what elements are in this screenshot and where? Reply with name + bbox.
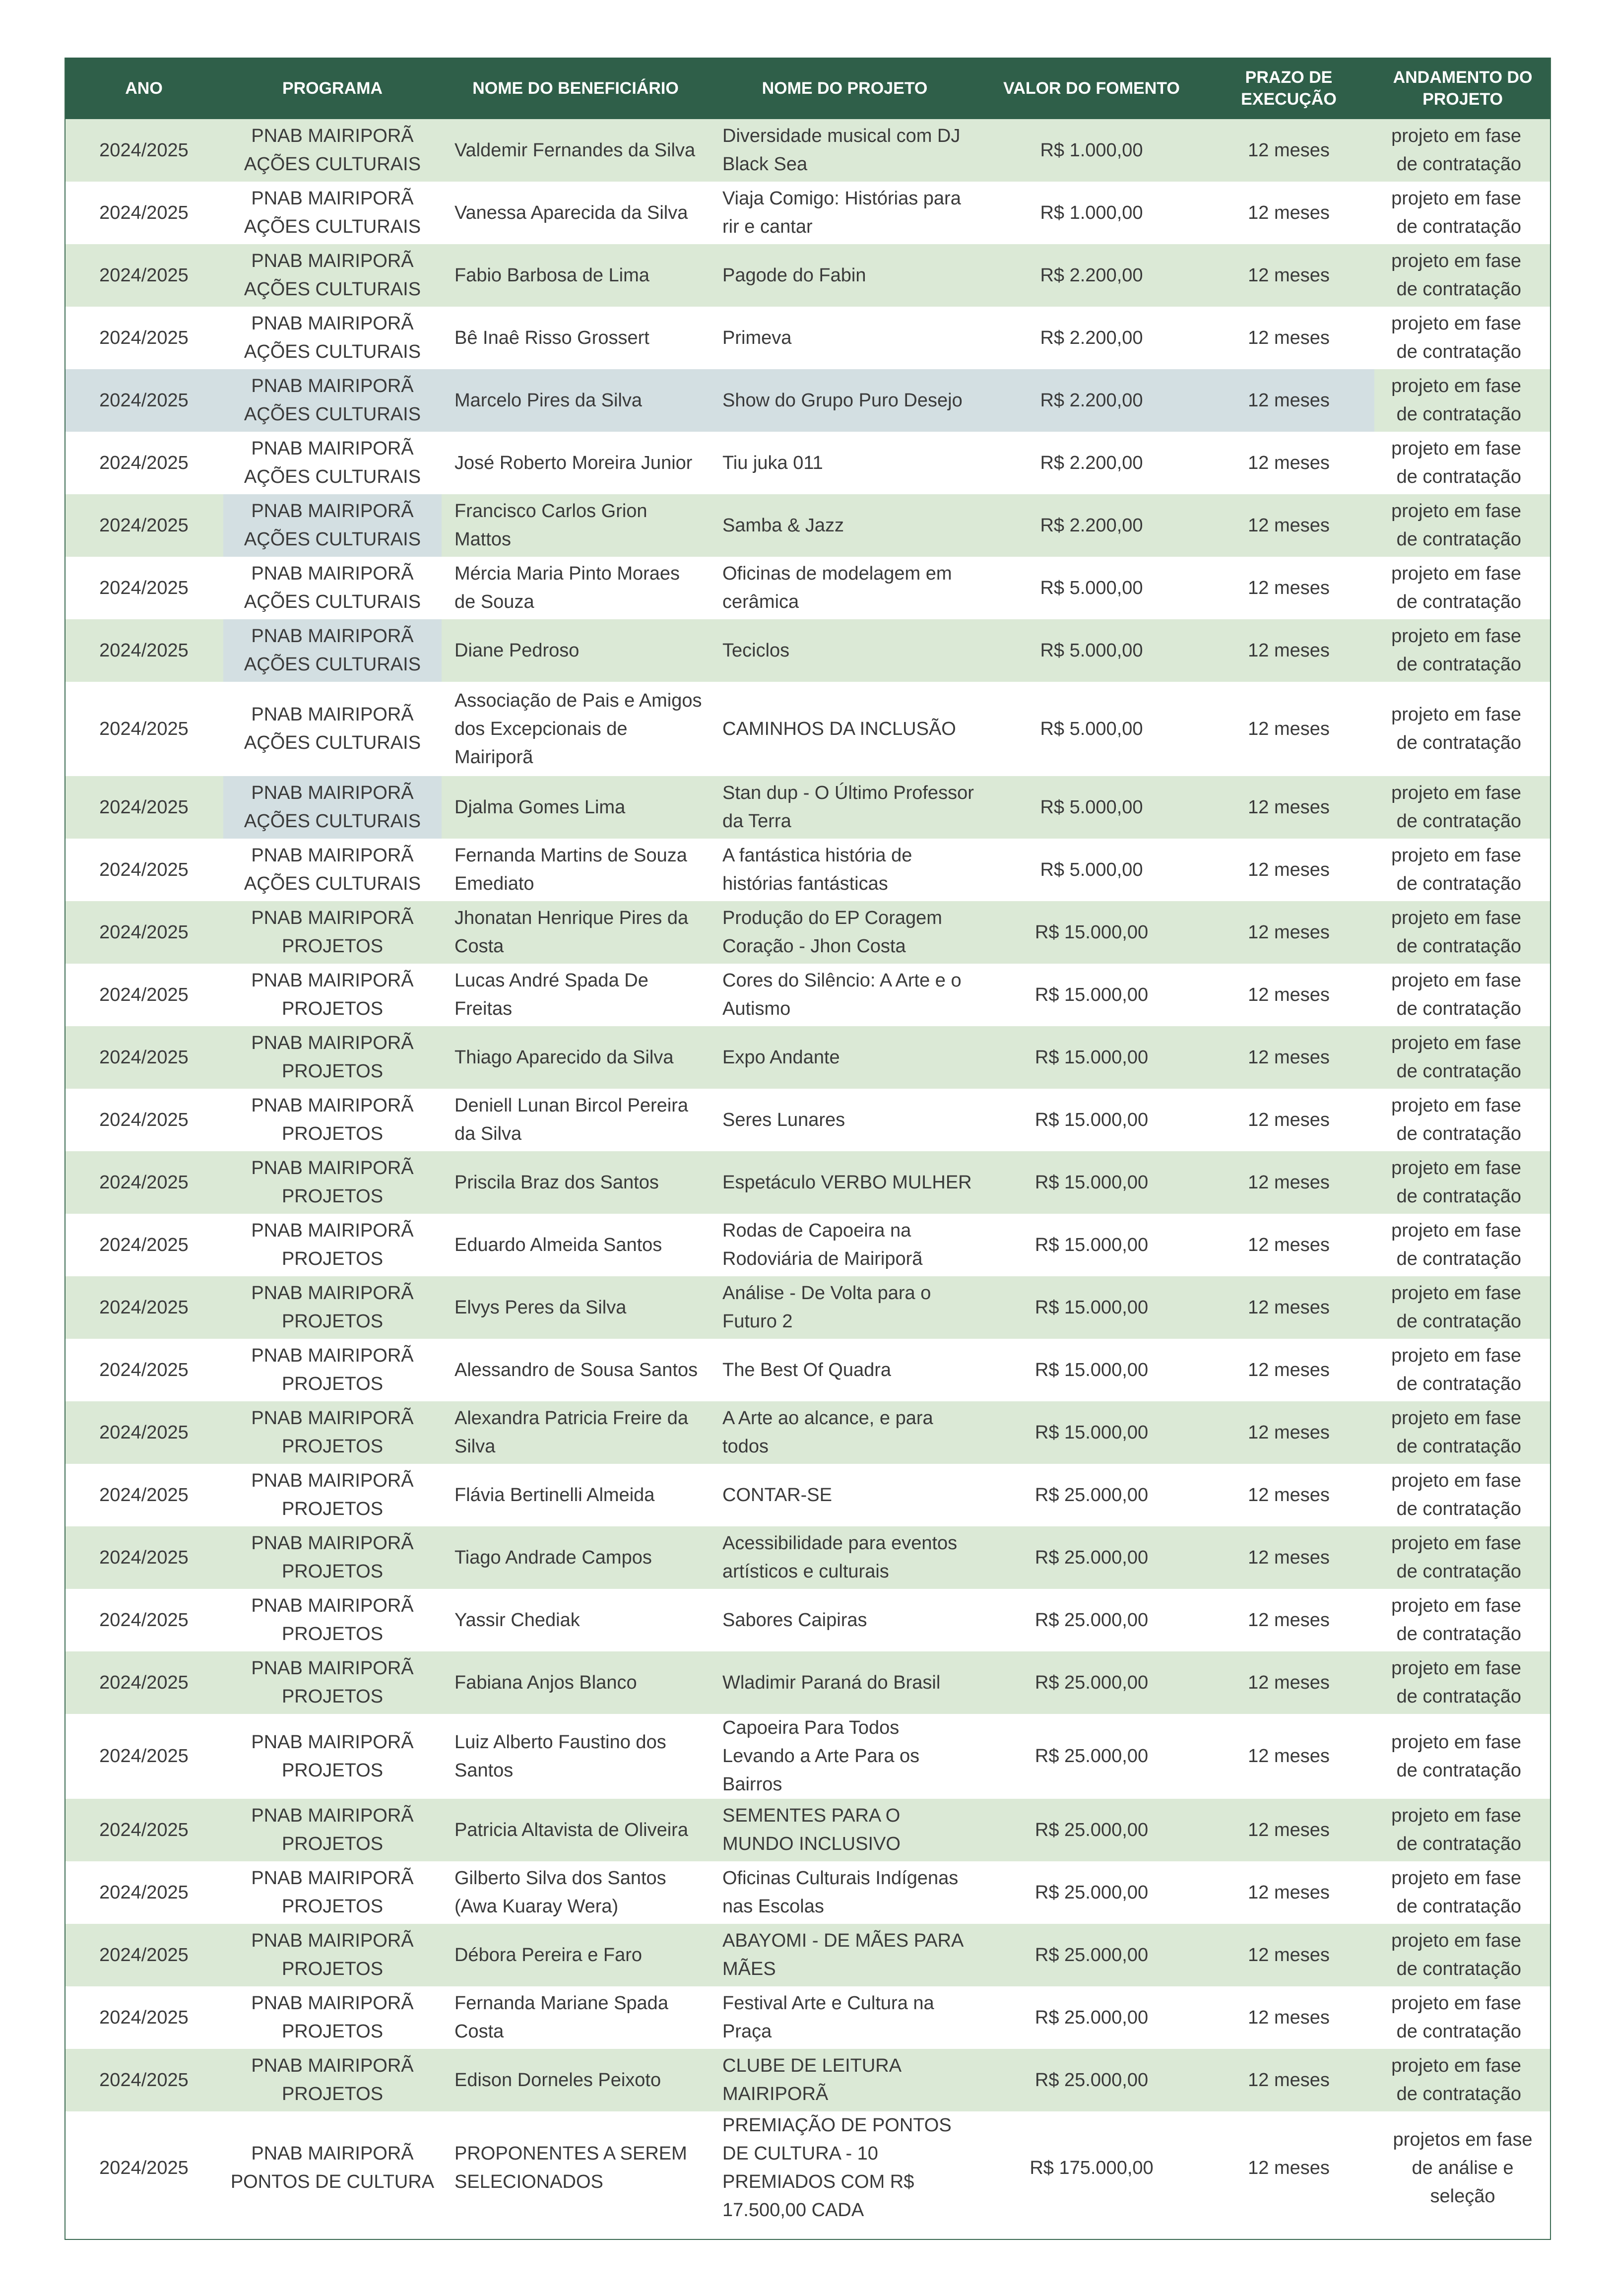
cell-valor: R$ 15.000,00 (980, 1089, 1203, 1151)
cell-valor: R$ 25.000,00 (980, 1526, 1203, 1589)
cell-projeto: Produção do EP Coragem Coração - Jhon Costa (710, 901, 980, 964)
cell-andamento: projeto em fase de contratação (1374, 1526, 1551, 1589)
table-row (65, 1986, 1551, 2049)
cell-andamento: projeto em fase de contratação (1374, 901, 1551, 964)
table-row (65, 964, 1551, 1026)
cell-programa: PNAB MAIRIPORÃ PONTOS DE CULTURA (223, 2111, 442, 2225)
cell-valor: R$ 25.000,00 (980, 1799, 1203, 1861)
cell-beneficiario: Fabio Barbosa de Lima (442, 244, 710, 307)
cell-beneficiario: Marcelo Pires da Silva (442, 369, 710, 432)
cell-valor: R$ 175.000,00 (980, 2111, 1203, 2225)
cell-projeto: Sabores Caipiras (710, 1589, 980, 1651)
cell-projeto: Expo Andante (710, 1026, 980, 1089)
table-row (65, 182, 1551, 244)
table-row (65, 1714, 1551, 1799)
cell-beneficiario: Francisco Carlos Grion Mattos (442, 494, 710, 557)
header-prazo: PRAZO DE EXECUÇÃO (1203, 58, 1374, 119)
cell-beneficiario: Fernanda Martins de Souza Emediato (442, 839, 710, 901)
cell-projeto: Oficinas Culturais Indígenas nas Escolas (710, 1861, 980, 1924)
cell-beneficiario: Valdemir Fernandes da Silva (442, 119, 710, 182)
table-row (65, 307, 1551, 369)
table-row (65, 1089, 1551, 1151)
cell-projeto: Wladimir Paraná do Brasil (710, 1651, 980, 1714)
cell-valor: R$ 25.000,00 (980, 1464, 1203, 1526)
cell-programa: PNAB MAIRIPORÃ AÇÕES CULTURAIS (223, 619, 442, 682)
cell-projeto: Viaja Comigo: Histórias para rir e cantar (710, 182, 980, 244)
table-row (65, 839, 1551, 901)
cell-ano: 2024/2025 (65, 964, 223, 1026)
header-row (65, 58, 1551, 119)
cell-beneficiario: Mércia Maria Pinto Moraes de Souza (442, 557, 710, 619)
cell-prazo: 12 meses (1203, 182, 1374, 244)
cell-andamento: projeto em fase de contratação (1374, 432, 1551, 494)
cell-projeto: Teciclos (710, 619, 980, 682)
cell-prazo: 12 meses (1203, 2111, 1374, 2225)
header-beneficiario: NOME DO BENEFICIÁRIO (442, 58, 710, 119)
cell-beneficiario: Diane Pedroso (442, 619, 710, 682)
cell-andamento: projeto em fase de contratação (1374, 1651, 1551, 1714)
cell-ano: 2024/2025 (65, 776, 223, 839)
cell-programa: PNAB MAIRIPORÃ PROJETOS (223, 901, 442, 964)
table-row (65, 119, 1551, 182)
cell-projeto: Rodas de Capoeira na Rodoviária de Mairiporã (710, 1214, 980, 1276)
cell-programa: PNAB MAIRIPORÃ PROJETOS (223, 1339, 442, 1401)
cell-valor: R$ 25.000,00 (980, 1714, 1203, 1799)
cell-projeto: A Arte ao alcance, e para todos (710, 1401, 980, 1464)
table-row (65, 2111, 1551, 2225)
table-row (65, 1339, 1551, 1401)
cell-ano: 2024/2025 (65, 1401, 223, 1464)
table-row (65, 494, 1551, 557)
cell-andamento: projeto em fase de contratação (1374, 964, 1551, 1026)
table-row (65, 1589, 1551, 1651)
cell-programa: PNAB MAIRIPORÃ AÇÕES CULTURAIS (223, 432, 442, 494)
cell-ano: 2024/2025 (65, 2049, 223, 2111)
cell-ano: 2024/2025 (65, 1589, 223, 1651)
cell-beneficiario: Deniell Lunan Bircol Pereira da Silva (442, 1089, 710, 1151)
cell-andamento: projeto em fase de contratação (1374, 1214, 1551, 1276)
cell-prazo: 12 meses (1203, 1464, 1374, 1526)
cell-ano: 2024/2025 (65, 1799, 223, 1861)
cell-programa: PNAB MAIRIPORÃ AÇÕES CULTURAIS (223, 839, 442, 901)
cell-beneficiario: Bê Inaê Risso Grossert (442, 307, 710, 369)
cell-valor: R$ 5.000,00 (980, 776, 1203, 839)
cell-prazo: 12 meses (1203, 776, 1374, 839)
table-row (65, 244, 1551, 307)
cell-projeto: Análise - De Volta para o Futuro 2 (710, 1276, 980, 1339)
table-header (65, 58, 1551, 119)
cell-valor: R$ 5.000,00 (980, 557, 1203, 619)
table-row (65, 1799, 1551, 1861)
cell-prazo: 12 meses (1203, 494, 1374, 557)
cell-ano: 2024/2025 (65, 369, 223, 432)
cell-ano: 2024/2025 (65, 244, 223, 307)
cell-beneficiario: Elvys Peres da Silva (442, 1276, 710, 1339)
cell-ano: 2024/2025 (65, 2111, 223, 2225)
table-row (65, 1464, 1551, 1526)
cell-programa: PNAB MAIRIPORÃ PROJETOS (223, 1589, 442, 1651)
cell-ano: 2024/2025 (65, 182, 223, 244)
header-andamento: ANDAMENTO DO PROJETO (1374, 58, 1551, 119)
header-valor: VALOR DO FOMENTO (980, 58, 1203, 119)
cell-beneficiario: Gilberto Silva dos Santos (Awa Kuaray Wera) (442, 1861, 710, 1924)
table-row (65, 1651, 1551, 1714)
cell-ano: 2024/2025 (65, 119, 223, 182)
cell-beneficiario: Djalma Gomes Lima (442, 776, 710, 839)
cell-prazo: 12 meses (1203, 619, 1374, 682)
cell-projeto: Show do Grupo Puro Desejo (710, 369, 980, 432)
cell-programa: PNAB MAIRIPORÃ PROJETOS (223, 2049, 442, 2111)
cell-prazo: 12 meses (1203, 1026, 1374, 1089)
cell-prazo: 12 meses (1203, 901, 1374, 964)
table-body (65, 119, 1551, 2225)
cell-andamento: projeto em fase de contratação (1374, 1339, 1551, 1401)
cell-prazo: 12 meses (1203, 307, 1374, 369)
cell-projeto: Festival Arte e Cultura na Praça (710, 1986, 980, 2049)
cell-prazo: 12 meses (1203, 1651, 1374, 1714)
cell-prazo: 12 meses (1203, 557, 1374, 619)
cell-beneficiario: Luiz Alberto Faustino dos Santos (442, 1714, 710, 1799)
table-row (65, 1214, 1551, 1276)
cell-prazo: 12 meses (1203, 839, 1374, 901)
cell-programa: PNAB MAIRIPORÃ PROJETOS (223, 1799, 442, 1861)
cell-programa: PNAB MAIRIPORÃ PROJETOS (223, 1401, 442, 1464)
cell-andamento: projetos em fase de análise e seleção (1374, 2111, 1551, 2225)
cell-projeto: Oficinas de modelagem em cerâmica (710, 557, 980, 619)
cell-beneficiario: Vanessa Aparecida da Silva (442, 182, 710, 244)
document-page (65, 58, 1551, 2225)
cell-andamento: projeto em fase de contratação (1374, 494, 1551, 557)
cell-programa: PNAB MAIRIPORÃ PROJETOS (223, 1214, 442, 1276)
cell-beneficiario: Priscila Braz dos Santos (442, 1151, 710, 1214)
cell-andamento: projeto em fase de contratação (1374, 1089, 1551, 1151)
cell-programa: PNAB MAIRIPORÃ AÇÕES CULTURAIS (223, 307, 442, 369)
cell-andamento: projeto em fase de contratação (1374, 1464, 1551, 1526)
cell-ano: 2024/2025 (65, 1026, 223, 1089)
table-row (65, 557, 1551, 619)
cell-prazo: 12 meses (1203, 432, 1374, 494)
cell-andamento: projeto em fase de contratação (1374, 682, 1551, 776)
cell-prazo: 12 meses (1203, 1214, 1374, 1276)
table-row (65, 2049, 1551, 2111)
cell-programa: PNAB MAIRIPORÃ PROJETOS (223, 1026, 442, 1089)
cell-prazo: 12 meses (1203, 244, 1374, 307)
cell-ano: 2024/2025 (65, 1986, 223, 2049)
cell-projeto: CLUBE DE LEITURA MAIRIPORÃ (710, 2049, 980, 2111)
cell-beneficiario: Alexandra Patricia Freire da Silva (442, 1401, 710, 1464)
cell-andamento: projeto em fase de contratação (1374, 1276, 1551, 1339)
cell-programa: PNAB MAIRIPORÃ AÇÕES CULTURAIS (223, 182, 442, 244)
cell-projeto: Espetáculo VERBO MULHER (710, 1151, 980, 1214)
cell-ano: 2024/2025 (65, 1924, 223, 1986)
table-row (65, 432, 1551, 494)
table-row (65, 1526, 1551, 1589)
cell-projeto: The Best Of Quadra (710, 1339, 980, 1401)
cell-ano: 2024/2025 (65, 432, 223, 494)
cell-beneficiario: Fabiana Anjos Blanco (442, 1651, 710, 1714)
table-row (65, 1924, 1551, 1986)
cell-andamento: projeto em fase de contratação (1374, 1026, 1551, 1089)
cell-ano: 2024/2025 (65, 1861, 223, 1924)
cell-projeto: Stan dup - O Último Professor da Terra (710, 776, 980, 839)
cell-andamento: projeto em fase de contratação (1374, 1714, 1551, 1799)
cell-valor: R$ 15.000,00 (980, 1339, 1203, 1401)
cell-programa: PNAB MAIRIPORÃ PROJETOS (223, 1276, 442, 1339)
cell-beneficiario: Fernanda Mariane Spada Costa (442, 1986, 710, 2049)
cell-programa: PNAB MAIRIPORÃ PROJETOS (223, 1986, 442, 2049)
cell-valor: R$ 15.000,00 (980, 1026, 1203, 1089)
cell-projeto: Seres Lunares (710, 1089, 980, 1151)
cell-programa: PNAB MAIRIPORÃ AÇÕES CULTURAIS (223, 776, 442, 839)
cell-andamento: projeto em fase de contratação (1374, 369, 1551, 432)
cell-ano: 2024/2025 (65, 1151, 223, 1214)
cell-beneficiario: Associação de Pais e Amigos dos Excepcionais de Mairiporã (442, 682, 710, 776)
cell-valor: R$ 25.000,00 (980, 1924, 1203, 1986)
cell-andamento: projeto em fase de contratação (1374, 1799, 1551, 1861)
cell-projeto: SEMENTES PARA O MUNDO INCLUSIVO (710, 1799, 980, 1861)
cell-beneficiario: Yassir Chediak (442, 1589, 710, 1651)
cell-projeto: Primeva (710, 307, 980, 369)
cell-valor: R$ 15.000,00 (980, 1401, 1203, 1464)
cell-andamento: projeto em fase de contratação (1374, 1151, 1551, 1214)
cell-prazo: 12 meses (1203, 1799, 1374, 1861)
cell-beneficiario: Thiago Aparecido da Silva (442, 1026, 710, 1089)
cell-andamento: projeto em fase de contratação (1374, 839, 1551, 901)
cell-programa: PNAB MAIRIPORÃ AÇÕES CULTURAIS (223, 244, 442, 307)
cell-projeto: Diversidade musical com DJ Black Sea (710, 119, 980, 182)
cell-programa: PNAB MAIRIPORÃ PROJETOS (223, 964, 442, 1026)
cell-ano: 2024/2025 (65, 1214, 223, 1276)
cell-prazo: 12 meses (1203, 1339, 1374, 1401)
cell-andamento: projeto em fase de contratação (1374, 2049, 1551, 2111)
cell-projeto: Acessibilidade para eventos artísticos e culturais (710, 1526, 980, 1589)
cell-prazo: 12 meses (1203, 1714, 1374, 1799)
cell-projeto: CONTAR-SE (710, 1464, 980, 1526)
cell-andamento: projeto em fase de contratação (1374, 307, 1551, 369)
cell-valor: R$ 1.000,00 (980, 182, 1203, 244)
cell-valor: R$ 15.000,00 (980, 964, 1203, 1026)
cell-valor: R$ 25.000,00 (980, 1861, 1203, 1924)
table-row (65, 1401, 1551, 1464)
cell-programa: PNAB MAIRIPORÃ PROJETOS (223, 1714, 442, 1799)
cell-ano: 2024/2025 (65, 682, 223, 776)
cell-prazo: 12 meses (1203, 1401, 1374, 1464)
cell-beneficiario: Eduardo Almeida Santos (442, 1214, 710, 1276)
cell-ano: 2024/2025 (65, 839, 223, 901)
cell-valor: R$ 2.200,00 (980, 432, 1203, 494)
header-programa: PROGRAMA (223, 58, 442, 119)
table-row (65, 1861, 1551, 1924)
cell-ano: 2024/2025 (65, 901, 223, 964)
cell-prazo: 12 meses (1203, 369, 1374, 432)
cell-beneficiario: José Roberto Moreira Junior (442, 432, 710, 494)
cell-valor: R$ 15.000,00 (980, 1276, 1203, 1339)
cell-programa: PNAB MAIRIPORÃ PROJETOS (223, 1651, 442, 1714)
cell-valor: R$ 25.000,00 (980, 1986, 1203, 2049)
cell-beneficiario: Jhonatan Henrique Pires da Costa (442, 901, 710, 964)
cell-prazo: 12 meses (1203, 1089, 1374, 1151)
table-row (65, 619, 1551, 682)
cell-valor: R$ 2.200,00 (980, 244, 1203, 307)
cell-prazo: 12 meses (1203, 682, 1374, 776)
cell-prazo: 12 meses (1203, 2049, 1374, 2111)
cell-ano: 2024/2025 (65, 1089, 223, 1151)
cell-prazo: 12 meses (1203, 964, 1374, 1026)
cell-ano: 2024/2025 (65, 494, 223, 557)
cell-valor: R$ 1.000,00 (980, 119, 1203, 182)
cell-andamento: projeto em fase de contratação (1374, 1986, 1551, 2049)
cell-valor: R$ 2.200,00 (980, 369, 1203, 432)
cell-valor: R$ 5.000,00 (980, 619, 1203, 682)
cell-valor: R$ 15.000,00 (980, 1151, 1203, 1214)
cell-prazo: 12 meses (1203, 1151, 1374, 1214)
cell-ano: 2024/2025 (65, 1714, 223, 1799)
cell-beneficiario: Flávia Bertinelli Almeida (442, 1464, 710, 1526)
cell-projeto: Cores do Silêncio: A Arte e o Autismo (710, 964, 980, 1026)
cell-valor: R$ 2.200,00 (980, 494, 1203, 557)
cell-prazo: 12 meses (1203, 1861, 1374, 1924)
cell-prazo: 12 meses (1203, 1924, 1374, 1986)
cell-andamento: projeto em fase de contratação (1374, 619, 1551, 682)
cell-programa: PNAB MAIRIPORÃ PROJETOS (223, 1151, 442, 1214)
cell-ano: 2024/2025 (65, 1339, 223, 1401)
cell-prazo: 12 meses (1203, 1589, 1374, 1651)
cell-valor: R$ 5.000,00 (980, 839, 1203, 901)
table-row (65, 682, 1551, 776)
cell-beneficiario: PROPONENTES A SEREM SELECIONADOS (442, 2111, 710, 2225)
cell-projeto: ABAYOMI - DE MÃES PARA MÃES (710, 1924, 980, 1986)
cell-ano: 2024/2025 (65, 1651, 223, 1714)
cell-programa: PNAB MAIRIPORÃ AÇÕES CULTURAIS (223, 369, 442, 432)
cell-projeto: CAMINHOS DA INCLUSÃO (710, 682, 980, 776)
cell-projeto: Capoeira Para Todos Levando a Arte Para os Bairros (710, 1714, 980, 1799)
header-ano: ANO (65, 58, 223, 119)
cell-ano: 2024/2025 (65, 1464, 223, 1526)
cell-beneficiario: Patricia Altavista de Oliveira (442, 1799, 710, 1861)
cell-beneficiario: Lucas André Spada De Freitas (442, 964, 710, 1026)
cell-valor: R$ 25.000,00 (980, 1651, 1203, 1714)
cell-andamento: projeto em fase de contratação (1374, 119, 1551, 182)
cell-programa: PNAB MAIRIPORÃ PROJETOS (223, 1861, 442, 1924)
cell-andamento: projeto em fase de contratação (1374, 776, 1551, 839)
cell-programa: PNAB MAIRIPORÃ AÇÕES CULTURAIS (223, 119, 442, 182)
cell-prazo: 12 meses (1203, 1276, 1374, 1339)
cell-ano: 2024/2025 (65, 1276, 223, 1339)
cell-projeto: Tiu juka 011 (710, 432, 980, 494)
cell-ano: 2024/2025 (65, 619, 223, 682)
cell-programa: PNAB MAIRIPORÃ PROJETOS (223, 1924, 442, 1986)
cell-ano: 2024/2025 (65, 557, 223, 619)
cell-projeto: A fantástica história de histórias fantásticas (710, 839, 980, 901)
cell-ano: 2024/2025 (65, 307, 223, 369)
cell-beneficiario: Tiago Andrade Campos (442, 1526, 710, 1589)
cell-programa: PNAB MAIRIPORÃ PROJETOS (223, 1464, 442, 1526)
cell-andamento: projeto em fase de contratação (1374, 244, 1551, 307)
cell-beneficiario: Edison Dorneles Peixoto (442, 2049, 710, 2111)
cell-projeto: Pagode do Fabin (710, 244, 980, 307)
header-projeto: NOME DO PROJETO (710, 58, 980, 119)
cell-prazo: 12 meses (1203, 1526, 1374, 1589)
cell-andamento: projeto em fase de contratação (1374, 1861, 1551, 1924)
cell-programa: PNAB MAIRIPORÃ AÇÕES CULTURAIS (223, 682, 442, 776)
table-row (65, 776, 1551, 839)
cell-andamento: projeto em fase de contratação (1374, 182, 1551, 244)
cell-andamento: projeto em fase de contratação (1374, 1401, 1551, 1464)
table-row (65, 1151, 1551, 1214)
cell-projeto: Samba & Jazz (710, 494, 980, 557)
table-row (65, 1276, 1551, 1339)
table-row (65, 901, 1551, 964)
cell-valor: R$ 15.000,00 (980, 901, 1203, 964)
cell-programa: PNAB MAIRIPORÃ AÇÕES CULTURAIS (223, 494, 442, 557)
cell-andamento: projeto em fase de contratação (1374, 1589, 1551, 1651)
cell-beneficiario: Alessandro de Sousa Santos (442, 1339, 710, 1401)
cell-valor: R$ 5.000,00 (980, 682, 1203, 776)
cell-valor: R$ 25.000,00 (980, 1589, 1203, 1651)
cell-programa: PNAB MAIRIPORÃ AÇÕES CULTURAIS (223, 557, 442, 619)
cell-valor: R$ 15.000,00 (980, 1214, 1203, 1276)
cell-programa: PNAB MAIRIPORÃ PROJETOS (223, 1526, 442, 1589)
table-row (65, 1026, 1551, 1089)
cell-valor: R$ 2.200,00 (980, 307, 1203, 369)
cell-projeto: PREMIAÇÃO DE PONTOS DE CULTURA - 10 PREMIADOS COM R$ 17.500,00 CADA (710, 2111, 980, 2225)
table-row (65, 369, 1551, 432)
cell-beneficiario: Débora Pereira e Faro (442, 1924, 710, 1986)
cell-ano: 2024/2025 (65, 1526, 223, 1589)
cell-andamento: projeto em fase de contratação (1374, 557, 1551, 619)
cell-prazo: 12 meses (1203, 1986, 1374, 2049)
cell-valor: R$ 25.000,00 (980, 2049, 1203, 2111)
cell-prazo: 12 meses (1203, 119, 1374, 182)
fomento-table (65, 58, 1551, 2225)
cell-andamento: projeto em fase de contratação (1374, 1924, 1551, 1986)
cell-programa: PNAB MAIRIPORÃ PROJETOS (223, 1089, 442, 1151)
